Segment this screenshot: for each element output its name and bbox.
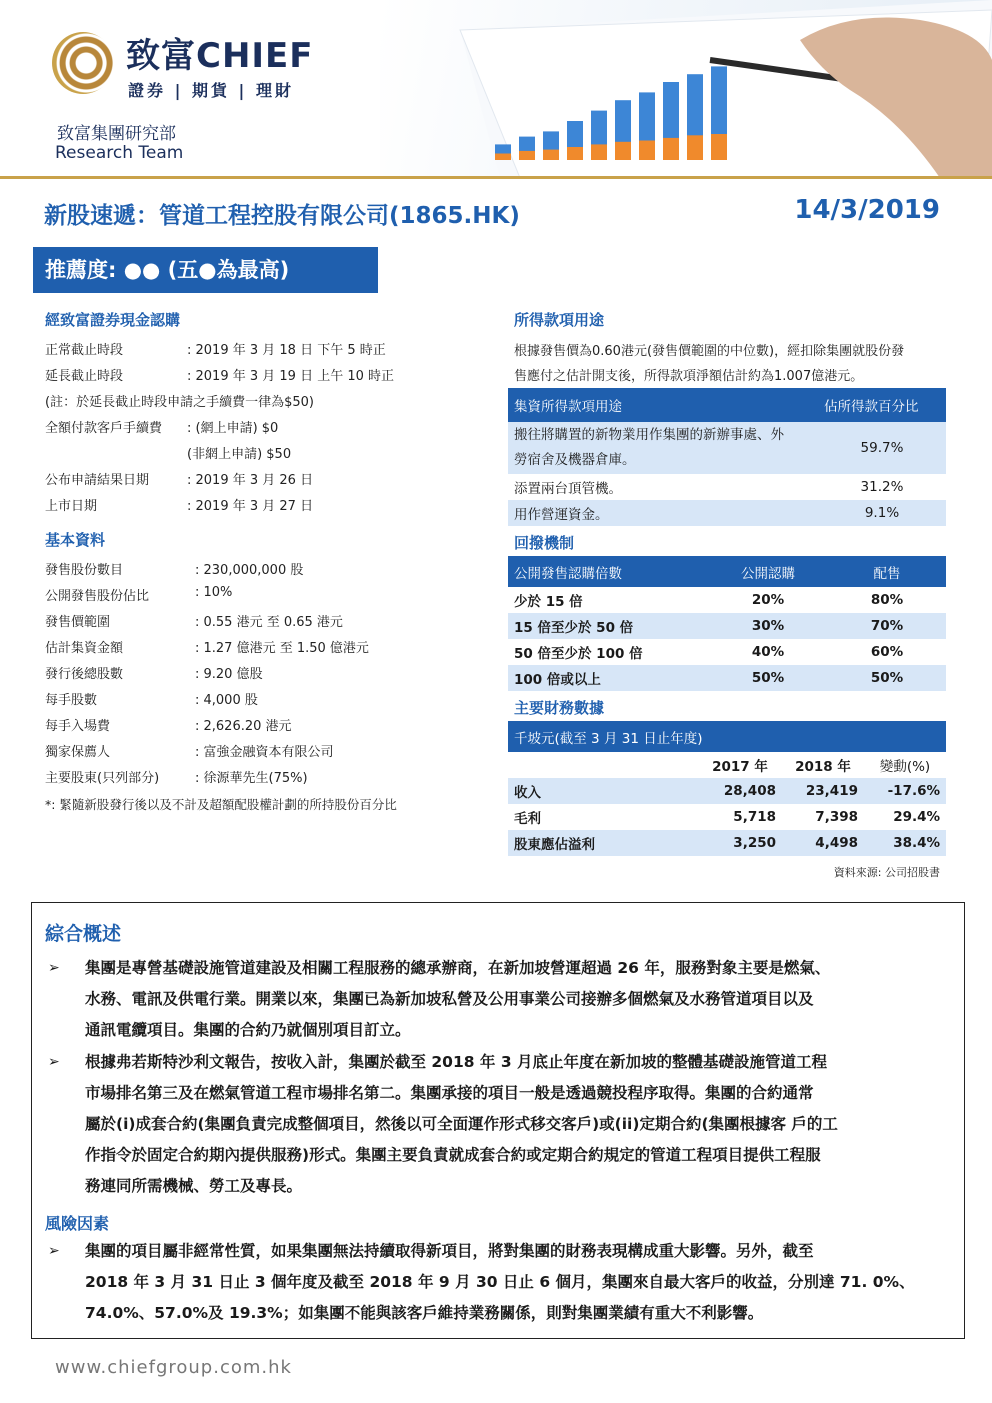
info-key: 每手股數: [45, 693, 98, 708]
table-row: [508, 613, 946, 639]
proceeds-col-use: 集資所得款項用途: [508, 388, 818, 422]
financials-cell: 毛利: [508, 804, 698, 830]
table-row: [508, 639, 946, 665]
clawback-cell: 50 倍至少於 100 倍: [508, 639, 708, 665]
proceeds-intro-2: 售應付之估計開支後，所得款項淨額估計約為1.007億港元。: [514, 369, 864, 384]
arrow-bullet-icon: ➢: [48, 960, 60, 976]
financials-cell: 5,718: [698, 804, 782, 830]
brand-name: 致富CHIEF: [126, 36, 314, 76]
table-row: [508, 752, 946, 778]
clawback-col: 公開認購: [708, 556, 828, 587]
info-value: (非網上申請) $50: [187, 447, 292, 462]
shareholding-note: *: 緊隨新股發行後以及不計及超額配股權計劃的所持股份百分比: [45, 797, 397, 812]
info-key: 每手入場費: [45, 719, 111, 734]
info-value: : (網上申請) $0: [187, 421, 279, 436]
table-row: [508, 830, 946, 856]
dept-zh: 致富集團研究部: [57, 124, 176, 144]
proceeds-table: [508, 388, 946, 526]
bullet-line: 集團的項目屬非經常性質，如果集團無法持續取得新項目，將對集團的財務表現構成重大影響。另外，截至: [85, 1242, 814, 1260]
proceeds-use: 搬往將購置的新物業用作集團的新辦事處、外: [514, 427, 784, 443]
subscription-heading: 經致富證券現金認購: [45, 311, 181, 329]
financials-cell: 28,408: [698, 778, 782, 804]
photo-bar-orange: [711, 134, 727, 160]
clawback-col: 配售: [828, 556, 946, 587]
clawback-cell: 30%: [708, 613, 828, 639]
clawback-cell: 80%: [828, 587, 946, 613]
info-key: 發售股份數目: [45, 563, 124, 578]
financials-col: [508, 752, 698, 778]
clawback-cell: 50%: [828, 665, 946, 691]
clawback-heading: 回撥機制: [514, 534, 575, 552]
info-value: : 230,000,000 股: [195, 563, 304, 578]
arrow-bullet-icon: ➢: [48, 1243, 60, 1259]
info-value: : 0.55 港元 至 0.65 港元: [195, 615, 343, 630]
table-row: [508, 665, 946, 691]
photo-bar-orange: [615, 142, 631, 160]
info-value: : 2019 年 3 月 26 日: [187, 473, 314, 488]
rating-banner: 推薦度: ●● (五●為最高): [33, 247, 378, 293]
financials-col: 2017 年: [698, 752, 782, 778]
table-row: [508, 422, 946, 474]
table-row: [508, 778, 946, 804]
clawback-cell: 20%: [708, 587, 828, 613]
clawback-cell: 15 倍至少於 50 倍: [508, 613, 708, 639]
info-value: : 2019 年 3 月 27 日: [187, 499, 314, 514]
financials-cell: 38.4%: [864, 830, 946, 856]
clawback-cell: 60%: [828, 639, 946, 665]
info-value: : 4,000 股: [195, 693, 258, 708]
bullet-line: 市場排名第三及在燃氣管道工程市場排名第二。集團承接的項目一般是透過競投程序取得。集團的合約通常: [85, 1084, 814, 1102]
proceeds-use: 勞宿舍及機器倉庫。: [514, 452, 636, 468]
financials-col: 變動(%): [864, 752, 946, 778]
info-key: 發售價範圍: [45, 615, 111, 630]
bullet-line: 根據弗若斯特沙利文報告，按收入計，集團於截至 2018 年 3 月底止年度在新加坡的整體基礎設施管道工程: [85, 1053, 828, 1071]
info-key: 延長截止時段: [45, 369, 124, 384]
bullet-line: 通訊電纜項目。集團的合約乃就個別項目訂立。: [85, 1021, 411, 1039]
overview-heading: 綜合概述: [45, 923, 122, 945]
bullet-line: 74.0%、57.0%及 19.3%；如集團不能與該客戶維持業務關係，則對集團業績有重大不利影響。: [85, 1304, 764, 1322]
info-value: : 1.27 億港元 至 1.50 億港元: [195, 641, 369, 656]
financials-cell: 3,250: [698, 830, 782, 856]
info-key: 全額付款客戶手續費: [45, 421, 163, 436]
info-key: 獨家保薦人: [45, 745, 111, 760]
info-key: (註：於延長截止時段申請之手續費一律為$50): [45, 395, 314, 410]
info-value: : 徐源華先生(75%): [195, 771, 308, 786]
bullet-line: 水務、電訊及供電行業。開業以來，集團已為新加坡私營及公用事業公司接辦多個燃氣及水務管道項目以及: [85, 990, 814, 1008]
bullet-line: 務連同所需機械、勞工及專長。: [85, 1177, 303, 1195]
proceeds-intro-1: 根據發售價為0.60港元(發售價範圍的中位數)，經扣除集團就股份發: [514, 344, 905, 359]
table-row: [508, 500, 946, 526]
report-date: 14/3/2019: [794, 195, 940, 225]
bullet-line: 集團是專營基礎設施管道建設及相關工程服務的總承辦商，在新加坡營運超過 26 年，服務對象主要是燃氣、: [85, 959, 831, 977]
proceeds-use: 用作營運資金。: [508, 500, 818, 526]
basic-heading: 基本資料: [45, 531, 106, 549]
info-key: 估計集資金額: [45, 641, 124, 656]
clawback-cell: 少於 15 倍: [508, 587, 708, 613]
bullet-line: 作指令於固定合約期內提供服務)形式。集團主要負責就成套合約或定期合約規定的管道工程項目提供工程服: [85, 1146, 821, 1164]
clawback-cell: 100 倍或以上: [508, 665, 708, 691]
info-value: : 10%: [195, 585, 233, 600]
proceeds-col-pct: 佔所得款百分比: [818, 388, 946, 422]
clawback-cell: 50%: [708, 665, 828, 691]
financials-cell: 收入: [508, 778, 698, 804]
info-key: 公開發售股份佔比: [45, 589, 150, 604]
proceeds-pct: 9.1%: [818, 500, 946, 526]
financials-cell: 23,419: [782, 778, 864, 804]
footer-url[interactable]: www.chiefgroup.com.hk: [55, 1357, 292, 1378]
info-key: 主要股東(只列部分): [45, 771, 160, 786]
table-row: [508, 587, 946, 613]
photo-bar-orange: [663, 138, 679, 160]
financials-cell: 29.4%: [864, 804, 946, 830]
photo-bar-orange: [687, 135, 703, 160]
photo-bar-orange: [639, 141, 655, 161]
proceeds-use: 添置兩台頂管機。: [508, 474, 818, 500]
financials-cell: 7,398: [782, 804, 864, 830]
arrow-bullet-icon: ➢: [48, 1054, 60, 1070]
photo-bar-chart: [380, 0, 992, 178]
clawback-col: 公開發售認購倍數: [508, 556, 708, 587]
clawback-cell: 40%: [708, 639, 828, 665]
info-value: : 2,626.20 港元: [195, 719, 292, 734]
photo-bar-orange: [519, 151, 535, 160]
clawback-cell: 70%: [828, 613, 946, 639]
proceeds-heading: 所得款項用途: [514, 311, 605, 329]
chief-logo-icon: [52, 32, 114, 94]
financials-cell: -17.6%: [864, 778, 946, 804]
list-item: [48, 1236, 953, 1329]
financials-cell: 股東應佔溢利: [508, 830, 698, 856]
financials-cell: 4,498: [782, 830, 864, 856]
info-key: 公布申請結果日期: [45, 473, 150, 488]
financials-table: [508, 721, 946, 856]
financials-heading: 主要財務數據: [514, 699, 605, 717]
financials-col: 2018 年: [782, 752, 864, 778]
info-value: : 富強金融資本有限公司: [195, 745, 334, 760]
info-value: : 2019 年 3 月 18 日 下午 5 時正: [187, 343, 386, 358]
info-value: : 2019 年 3 月 19 日 上午 10 時正: [187, 369, 395, 384]
photo-bar-orange: [567, 147, 583, 160]
bullet-line: 屬於(i)成套合約(集團負責完成整個項目，然後以可全面運作形式移交客戶)或(ii)定期合約(集團根據客 戶的工: [85, 1115, 838, 1133]
proceeds-pct: 31.2%: [818, 474, 946, 500]
list-item: [48, 1047, 953, 1202]
header-photo: [380, 0, 992, 178]
table-row: [508, 804, 946, 830]
header-rule: [0, 176, 992, 179]
dept-en: Research Team: [55, 143, 184, 163]
risk-heading: 風險因素: [45, 1214, 110, 1233]
data-source: 資料來源: 公司招股書: [833, 866, 940, 879]
proceeds-pct: 59.7%: [818, 422, 946, 474]
info-key: 上市日期: [45, 499, 98, 514]
report-title: 新股速遞：管道工程控股有限公司(1865.HK): [44, 203, 520, 229]
info-key: 發行後總股數: [45, 667, 124, 682]
info-value: : 9.20 億股: [195, 667, 263, 682]
bullet-line: 2018 年 3 月 31 日止 3 個年度及截至 2018 年 9 月 30 日止 6 個月，集團來自最大客戶的收益，分別達 71. 0%、: [85, 1273, 915, 1291]
table-row: [508, 474, 946, 500]
photo-bar-orange: [591, 144, 607, 160]
brand-tagline: 證券 | 期貨 | 理財: [128, 81, 294, 100]
info-key: 正常截止時段: [45, 343, 124, 358]
financials-unit: 千坡元(截至 3 月 31 日止年度): [508, 721, 946, 752]
list-item: [48, 953, 953, 1046]
photo-bar-orange: [495, 154, 511, 161]
photo-bar-orange: [543, 150, 559, 160]
clawback-table: [508, 556, 946, 691]
